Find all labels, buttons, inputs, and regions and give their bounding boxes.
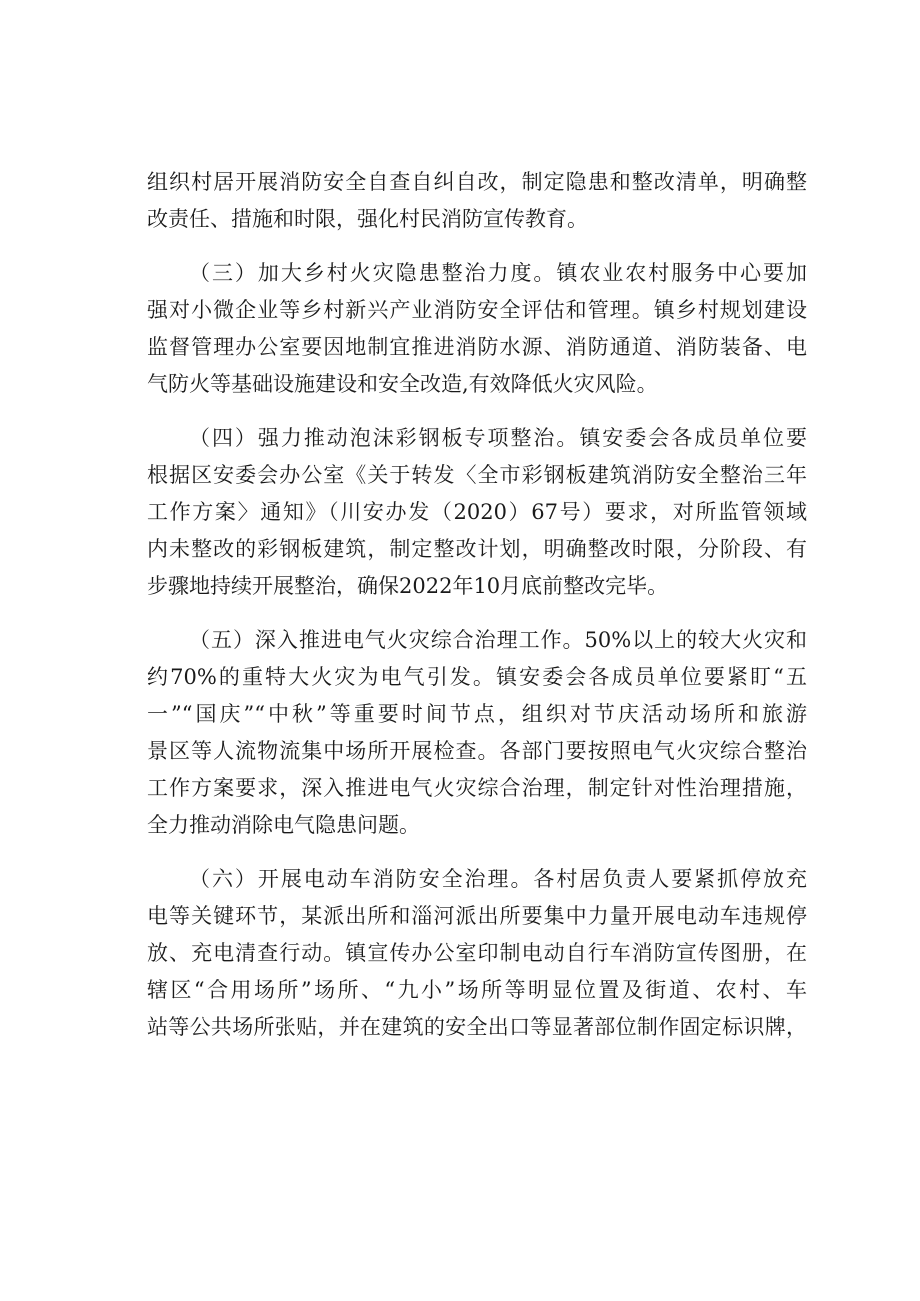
- text-line: （五）深入推进电气火灾综合治理工作。50%以上的较大火灾和: [189, 628, 807, 652]
- paragraph-rural-fire-hazard: [147, 255, 807, 403]
- text-line: 组织村居开展消防安全自查自纠自改，制定隐患和整改清单，明确整: [147, 170, 807, 194]
- text-line: 景区等人流物流集中场所开展检查。各部门要按照电气火灾综合整治: [147, 739, 807, 763]
- paragraph-electric-vehicle: [147, 861, 807, 1046]
- text-line: 工作方案〉通知》（川安办发（2020）67号）要求，对所监管领域: [147, 500, 807, 524]
- text-line: 监督管理办公室要因地制宜推进消防水源、消防通道、消防装备、电: [147, 335, 807, 359]
- text-line: 步骤地持续开展整治，确保2022年10月底前整改完毕。: [147, 574, 669, 598]
- text-line: 根据区安委会办公室《关于转发〈全市彩钢板建筑消防安全整治三年: [147, 463, 807, 487]
- text-line: 放、充电清查行动。镇宣传办公室印制电动自行车消防宣传图册，在: [147, 941, 807, 965]
- text-line: （三）加大乡村火灾隐患整治力度。镇农业农村服务中心要加: [189, 261, 807, 285]
- text-line: 约70%的重特大火灾为电气引发。镇安委会各成员单位要紧盯“五: [147, 665, 807, 689]
- text-line: 工作方案要求，深入推进电气火灾综合治理，制定针对性治理措施，: [147, 776, 807, 800]
- text-line: 气防火等基础设施建设和安全改造,有效降低火灾风险。: [147, 372, 658, 396]
- paragraph-self-inspection-continued: [147, 164, 807, 238]
- text-line: 电等关键环节，某派出所和淄河派出所要集中力量开展电动车违规停: [147, 904, 807, 928]
- text-line: （六）开展电动车消防安全治理。各村居负责人要紧抓停放充: [189, 867, 807, 891]
- paragraph-electrical-fire: [147, 622, 807, 844]
- document-body: [147, 164, 807, 1046]
- text-line: 辖区“合用场所”场所、“九小”场所等明显位置及街道、农村、车: [147, 978, 807, 1002]
- text-line: （四）强力推动泡沫彩钢板专项整治。镇安委会各成员单位要: [189, 426, 807, 450]
- text-line: 全力推动消除电气隐患问题。: [147, 813, 420, 837]
- paragraph-color-steel-board: [147, 420, 807, 605]
- text-line: 站等公共场所张贴，并在建筑的安全出口等显著部位制作固定标识牌，: [147, 1015, 807, 1039]
- text-line: 内未整改的彩钢板建筑，制定整改计划，明确整改时限，分阶段、有: [147, 537, 807, 561]
- text-line: 强对小微企业等乡村新兴产业消防安全评估和管理。镇乡村规划建设: [147, 298, 807, 322]
- text-line: 改责任、措施和时限，强化村民消防宣传教育。: [147, 207, 588, 231]
- text-line: 一”“国庆”“中秋”等重要时间节点，组织对节庆活动场所和旅游: [147, 702, 807, 726]
